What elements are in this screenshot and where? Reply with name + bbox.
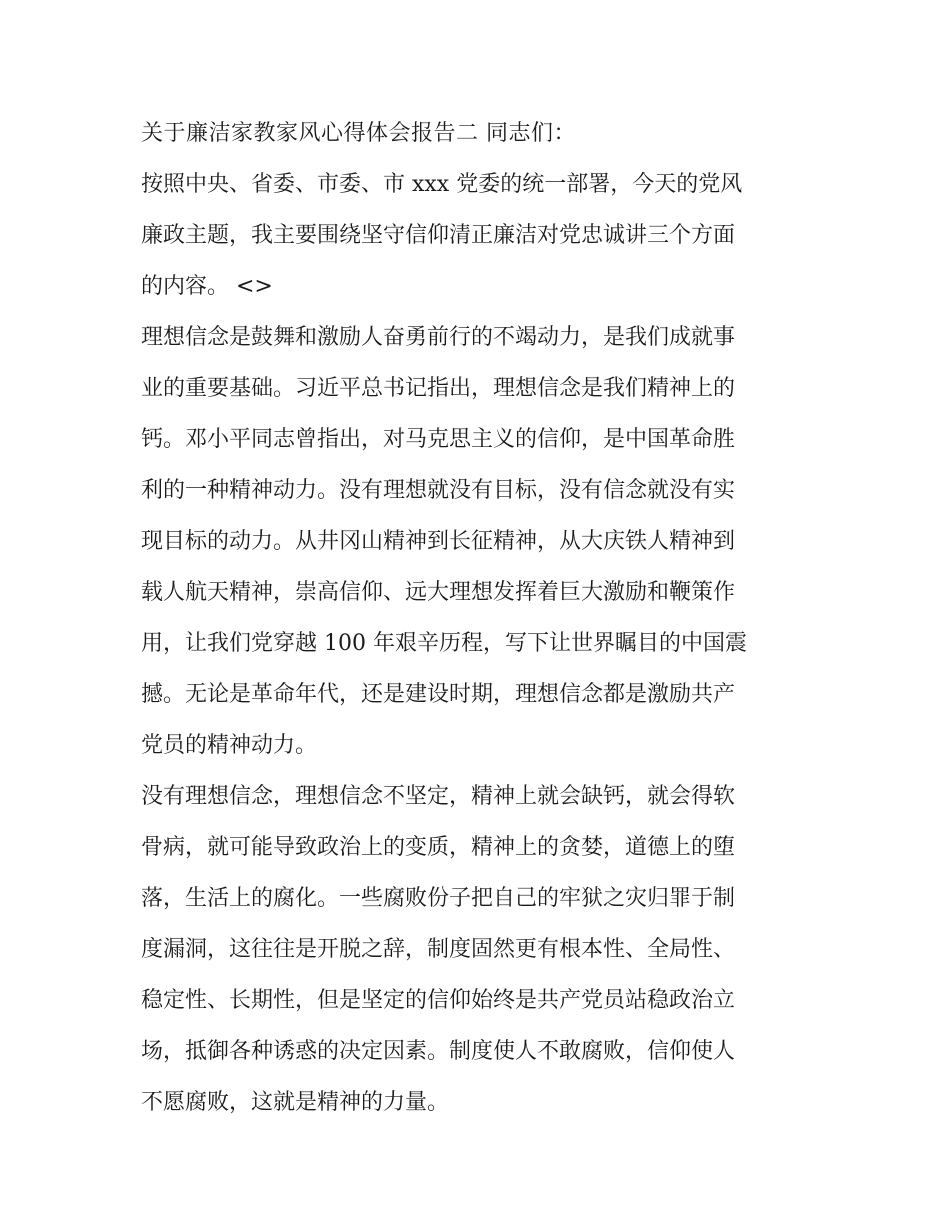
paragraph-line: 钙。邓小平同志曾指出，对马克思主义的信仰，是中国革命胜: [141, 427, 736, 452]
paragraph-line: 党员的精神动力。: [141, 733, 318, 758]
paragraph-line: 廉政主题，我主要围绕坚守信仰清正廉洁对党忠诚讲三个方面: [141, 223, 736, 248]
paragraph-line: 度漏洞，这往往是开脱之辞，制度固然更有根本性、全局性、: [141, 937, 736, 962]
paragraph-line: 现目标的动力。从井冈山精神到长征精神，从大庆铁人精神到: [141, 529, 736, 554]
paragraph-line: 按照中央、省委、市委、市 xxx 党委的统一部署，今天的党风: [141, 172, 743, 197]
paragraph-line: 落，生活上的腐化。一些腐败份子把自己的牢狱之灾归罪于制: [141, 886, 736, 911]
document-body: [141, 108, 813, 1128]
paragraph-line: 的内容。 <>: [141, 274, 273, 299]
paragraph-line: 用，让我们党穿越 100 年艰辛历程，写下让世界瞩目的中国震: [141, 631, 747, 656]
paragraph-line: 利的一种精神动力。没有理想就没有目标，没有信念就没有实: [141, 478, 736, 503]
paragraph-line: 理想信念是鼓舞和激励人奋勇前行的不竭动力，是我们成就事: [141, 325, 736, 350]
paragraph-line: 不愿腐败，这就是精神的力量。: [141, 1090, 450, 1115]
paragraph-line: 载人航天精神，崇高信仰、远大理想发挥着巨大激励和鞭策作: [141, 580, 736, 605]
paragraph-line: 没有理想信念，理想信念不坚定，精神上就会缺钙，就会得软: [141, 784, 736, 809]
paragraph-line: 稳定性、长期性，但是坚定的信仰始终是共产党员站稳政治立: [141, 988, 736, 1013]
paragraph-line: 业的重要基础。习近平总书记指出，理想信念是我们精神上的: [141, 376, 736, 401]
paragraph-line: 场，抵御各种诱惑的决定因素。制度使人不敢腐败，信仰使人: [141, 1039, 736, 1064]
paragraph-line: 撼。无论是革命年代，还是建设时期，理想信念都是激励共产: [141, 682, 736, 707]
paragraph-line: 骨病，就可能导致政治上的变质，精神上的贪婪，道德上的堕: [141, 835, 736, 860]
document-heading-line: 关于廉洁家教家风心得体会报告二 同志们：: [141, 121, 576, 146]
